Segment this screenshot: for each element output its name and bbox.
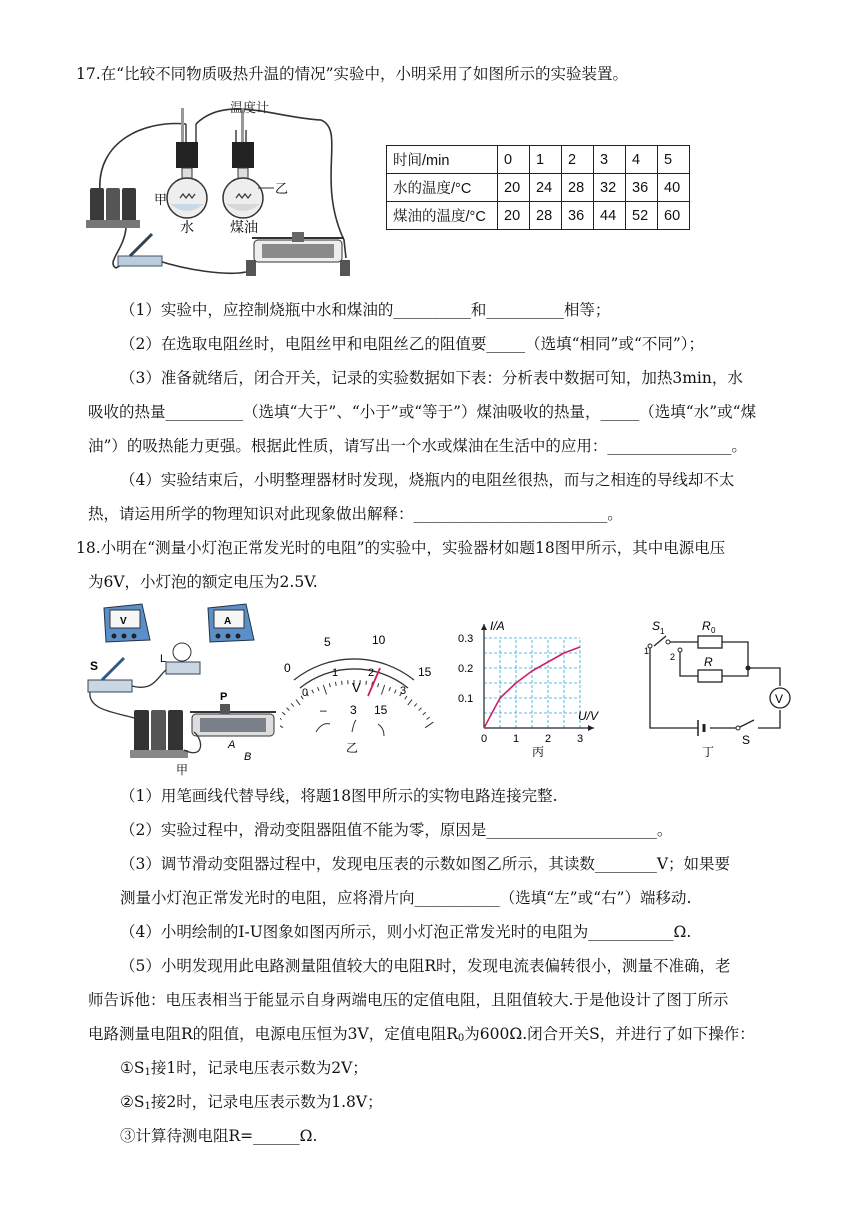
dial-tick: [282, 712, 285, 715]
dial-tick: [419, 708, 422, 711]
y-tick-label: 0.2: [458, 663, 474, 675]
q18-part2: （2）实验过程中，滑动变阻器阻值不能为零，原因是______________________。: [120, 821, 673, 839]
knife-switch: [118, 234, 162, 266]
dial-tick: [318, 687, 320, 691]
dial-tick: [335, 682, 336, 686]
circuit-r0-label: R: [702, 619, 711, 633]
ammeter-device: [208, 604, 254, 642]
switch-label: S: [90, 659, 99, 673]
battery-device: [130, 710, 188, 758]
figure-ding-circuit: [640, 616, 810, 764]
table-cell: 52: [626, 202, 658, 230]
dial-tick: [329, 683, 330, 687]
r0-subscript: 0: [457, 1033, 465, 1044]
x-tick-label: 2: [545, 733, 552, 745]
q18-part5-line2: 师告诉他：电压表相当于能显示自身两端电压的定值电阻，且阻值较大.于是他设计了图丁所示: [88, 991, 729, 1009]
lamp-device: [160, 643, 200, 674]
q18-part3-line2: 测量小灯泡正常发光时的电阻，应将滑片向___________（选填“左”或“右”）端移动.: [120, 889, 692, 907]
q18-step1: [120, 1058, 368, 1083]
table-cell: 3: [594, 146, 626, 174]
rheostat-device: [190, 691, 276, 763]
circuit-s1-sub: 1: [660, 627, 665, 636]
table-row: [387, 202, 690, 230]
circuit-s1-label: S: [652, 619, 661, 633]
voltmeter-device: [104, 604, 150, 642]
q18-step2: [120, 1092, 383, 1117]
table-cell: 时间/min: [387, 146, 498, 174]
q18-step3: ③计算待测电阻R=______Ω.: [120, 1127, 318, 1145]
q17-part4-line2: 热，请运用所学的物理知识对此现象做出解释：_________________________。: [88, 505, 623, 523]
dial-tick: [312, 690, 314, 694]
voltmeter-label: V: [120, 616, 127, 627]
q18-part5-line3-text: 电路测量电阻R的阻值，电源电压恒为3V，定值电阻R: [88, 1025, 458, 1043]
dial-tick: [291, 703, 294, 706]
q17-title: 17.在“比较不同物质吸热升温的情况”实验中，小明采用了如图所示的实验装置。: [76, 65, 629, 83]
slider-p-label: P: [220, 691, 228, 703]
table-cell: 36: [562, 202, 594, 230]
table-cell: 40: [658, 174, 690, 202]
yi-label: 乙: [275, 181, 289, 196]
battery-pack: [86, 188, 140, 228]
circuit-pos1: 1: [644, 646, 650, 656]
dial-tick: [342, 681, 343, 685]
dial-tick: [287, 708, 290, 711]
q17-apparatus-figure: [86, 100, 358, 280]
circuit-voltmeter-label: V: [775, 692, 784, 706]
dial-tick: [408, 700, 412, 706]
table-cell: 0: [498, 146, 530, 174]
table-cell: 28: [562, 174, 594, 202]
dial-bottom-2: 2: [368, 667, 375, 679]
water-label: 水: [180, 219, 194, 235]
dial-bottom-3: 3: [400, 685, 407, 697]
dial-top-10: 10: [372, 633, 386, 647]
dial-tick: [389, 687, 391, 691]
table-row: [387, 174, 690, 202]
dial-tick: [427, 717, 430, 719]
ammeter-label: A: [224, 616, 232, 627]
fig-yi-caption: 乙: [346, 741, 359, 755]
circuit-s-label: S: [742, 733, 751, 747]
dial-unit-v: V: [352, 680, 361, 695]
dial-tick: [423, 712, 426, 715]
table-cell: 28: [530, 202, 562, 230]
y-tick-label: 0.3: [458, 633, 474, 645]
switch-device: [88, 658, 132, 692]
q17-part4-line1: （4）实验结束后，小明整理器材时发现，烧瓶内的电阻丝很热，而与之相连的导线却不太: [120, 471, 735, 489]
q18-part5-line3: [88, 1024, 755, 1049]
fig-bing-caption: 丙: [532, 745, 545, 759]
resistor-r0: [698, 636, 722, 648]
q18-part1: （1）用笔画线代替导线，将题18图甲所示的实物电路连接完整.: [120, 787, 558, 805]
dial-tick: [296, 700, 300, 706]
lamp-label: L: [160, 653, 167, 665]
y-tick-label: 0.1: [458, 693, 474, 705]
table-cell: 32: [594, 174, 626, 202]
fig-jia-caption: 甲: [176, 763, 189, 777]
x-tick-label: 0: [481, 733, 488, 745]
table-cell: 4: [626, 146, 658, 174]
dial-tick: [378, 683, 379, 687]
step1-prefix: ①S: [120, 1059, 145, 1077]
circuit-pos2: 2: [670, 652, 676, 662]
terminal-neg: –: [320, 703, 327, 717]
table-cell: 1: [530, 146, 562, 174]
dial-tick: [280, 722, 283, 728]
graph-grid: [484, 638, 580, 728]
x-tick-label: 3: [577, 733, 584, 745]
step2-text: 接2时，记录电压表示数为1.8V；: [150, 1093, 383, 1111]
dial-top-5: 5: [324, 635, 331, 649]
table-cell: 44: [594, 202, 626, 230]
oil-label: 煤油: [230, 219, 258, 235]
q17-part1: （1）实验中，应控制烧瓶中水和煤油的__________和__________相等；: [120, 301, 611, 319]
dial-tick: [394, 690, 396, 694]
y-axis-arrow: [481, 624, 487, 630]
dial-tick: [280, 717, 281, 719]
table-header-row: [387, 146, 690, 174]
q18-part5-line1: （5）小明发现用此电路测量阻值较大的电阻R时，发现电流表偏转很小，测量不准确，老: [120, 957, 731, 975]
terminal-15: 15: [374, 703, 388, 717]
step1-subscript: 1: [144, 1067, 151, 1078]
dial-tick: [366, 681, 367, 685]
q18-part4: （4）小明绘制的I-U图象如图丙所示，则小灯泡正常发光时的电阻为___________Ω.: [120, 923, 692, 941]
graph-ylabel: I/A: [490, 619, 505, 633]
table-cell: 20: [498, 202, 530, 230]
step2-subscript: 1: [144, 1101, 151, 1112]
rheostat: [246, 232, 350, 276]
end-b-label: B: [244, 751, 252, 763]
graph-xlabel: U/V: [578, 709, 599, 723]
table-cell: 5: [658, 146, 690, 174]
table-cell: 煤油的温度/°C: [387, 202, 498, 230]
q18-part5-line3-tail: 为600Ω.闭合开关S，并进行了如下操作：: [464, 1025, 755, 1043]
dial-bottom-0: 0: [302, 687, 309, 699]
q17-part3-line2: 吸收的热量__________（选填“大于”、“小于”或“等于”）煤油吸收的热量，_____（选填“水”或“煤: [88, 403, 757, 421]
x-axis-arrow: [588, 725, 594, 731]
table-cell: 36: [626, 174, 658, 202]
table-cell: 水的温度/°C: [387, 174, 498, 202]
temperature-table: [386, 145, 690, 230]
table-cell: 24: [530, 174, 562, 202]
fig-ding-caption: 丁: [702, 745, 715, 759]
q18-title-line2: 为6V，小灯泡的额定电压为2.5V.: [88, 573, 318, 591]
table-cell: 20: [498, 174, 530, 202]
q17-part3-line3: 油”）的吸热能力更强。根据此性质，请写出一个水或煤油在生活中的应用：________________。: [88, 437, 747, 455]
q18-part3-line1: （3）调节滑动变阻器过程中，发现电压表的示数如图乙所示，其读数________V；如果要: [120, 855, 731, 873]
resistor-r: [698, 670, 722, 682]
jia-label: 甲: [154, 192, 168, 207]
dial-top-15: 15: [418, 665, 432, 679]
step2-prefix: ②S: [120, 1093, 145, 1111]
figure-yi-voltmeter-dial: [280, 628, 440, 758]
q18-title-line1: 18.小明在“测量小灯泡正常发光时的电阻”的实验中，实验器材如题18图甲所示，其中电源电压: [76, 539, 726, 557]
dial-tick: [381, 685, 384, 694]
q17-part2: （2）在选取电阻丝时，电阻丝甲和电阻丝乙的阻值要_____（选填“相同”或“不同”）；: [120, 335, 705, 353]
thermometer-label: 温度计: [230, 100, 270, 115]
end-a-label: A: [228, 739, 236, 751]
circuit-r-label: R: [704, 655, 713, 669]
q17-part3-line1: （3）准备就绪后，闭合开关，记录的实验数据如下表：分析表中数据可知，加热3min，水: [120, 369, 743, 387]
dial-top-0: 0: [284, 661, 291, 675]
dial-tick: [414, 703, 417, 706]
table-cell: 60: [658, 202, 690, 230]
dial-tick: [323, 685, 326, 694]
x-tick-label: 1: [513, 733, 520, 745]
circuit-r0-sub: 0: [711, 626, 716, 635]
dial-bottom-1: 1: [332, 667, 339, 679]
terminal-3: 3: [350, 703, 357, 717]
figure-bing-iu-graph: [452, 616, 622, 764]
step1-text: 接1时，记录电压表示数为2V；: [150, 1059, 368, 1077]
table-cell: 2: [562, 146, 594, 174]
dial-tick: [425, 722, 433, 728]
figure-jia-apparatus: [84, 600, 280, 778]
